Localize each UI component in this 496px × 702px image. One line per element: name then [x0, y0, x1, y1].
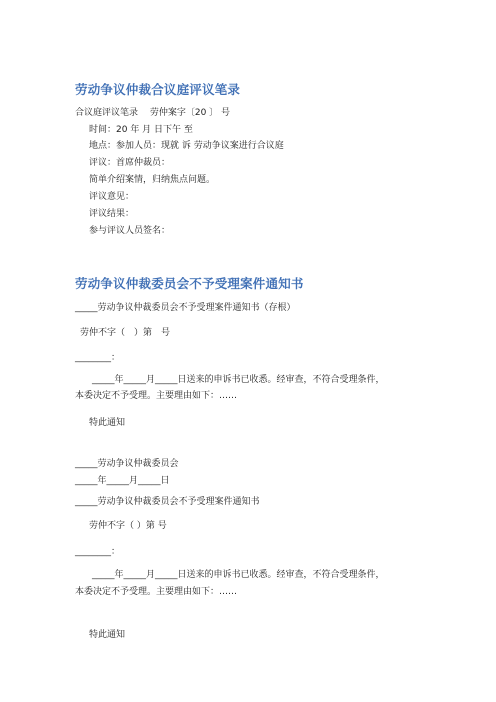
stub-addressee: ________： — [75, 353, 121, 363]
notice-addressee: ________： — [75, 547, 121, 557]
notice-title: _____劳动争议仲裁委员会不予受理案件通知书 — [75, 497, 260, 507]
notice-case-number: 劳仲不字（ ）第 号 — [89, 521, 167, 531]
stub-body-line-1: _____年_____月_____日送来的申诉书已收悉。经审查，不符合受理条件， — [92, 375, 385, 385]
record-case-summary-line: 简单介绍案情，归纳焦点问题。 — [89, 175, 216, 185]
issue-date: _____年_____月_____日 — [75, 476, 170, 486]
notice-body-line-2: 本委决定不予受理。主要理由如下：…… — [75, 587, 238, 597]
stub-body-line-2: 本委决定不予受理。主要理由如下：…… — [75, 391, 238, 401]
section-title-rejection-notice: 劳动争议仲裁委员会不予受理案件通知书 — [75, 276, 304, 291]
record-signature-line: 参与评议人员签名： — [89, 226, 171, 236]
record-header-line: 合议庭评议笔录 劳仲案字〔20 〕 号 — [75, 108, 231, 118]
record-opinion-line: 评议意见： — [89, 192, 135, 202]
section-title-arbitration-record: 劳动争议仲裁合议庭评议笔录 — [75, 82, 241, 97]
stub-title: _____劳动争议仲裁委员会不予受理案件通知书（存根） — [75, 303, 296, 313]
record-result-line: 评议结果： — [89, 209, 135, 219]
stub-case-number: 劳仲不字（ ）第 号 — [80, 328, 171, 338]
committee-signature: _____劳动争议仲裁委员会 — [75, 459, 179, 469]
stub-notice: 特此通知 — [89, 418, 126, 428]
notice-body-line-1: _____年_____月_____日送来的申诉书已收悉。经审查，不符合受理条件， — [92, 570, 385, 580]
notice-closing: 特此通知 — [89, 630, 126, 640]
record-time-line: 时间：20 年 月 日下午 至 — [89, 125, 193, 135]
record-discussion-line: 评议：首席仲裁员： — [89, 158, 171, 168]
record-place-line: 地点：参加人员：现就 诉 劳动争议案进行合议庭 — [89, 141, 284, 151]
